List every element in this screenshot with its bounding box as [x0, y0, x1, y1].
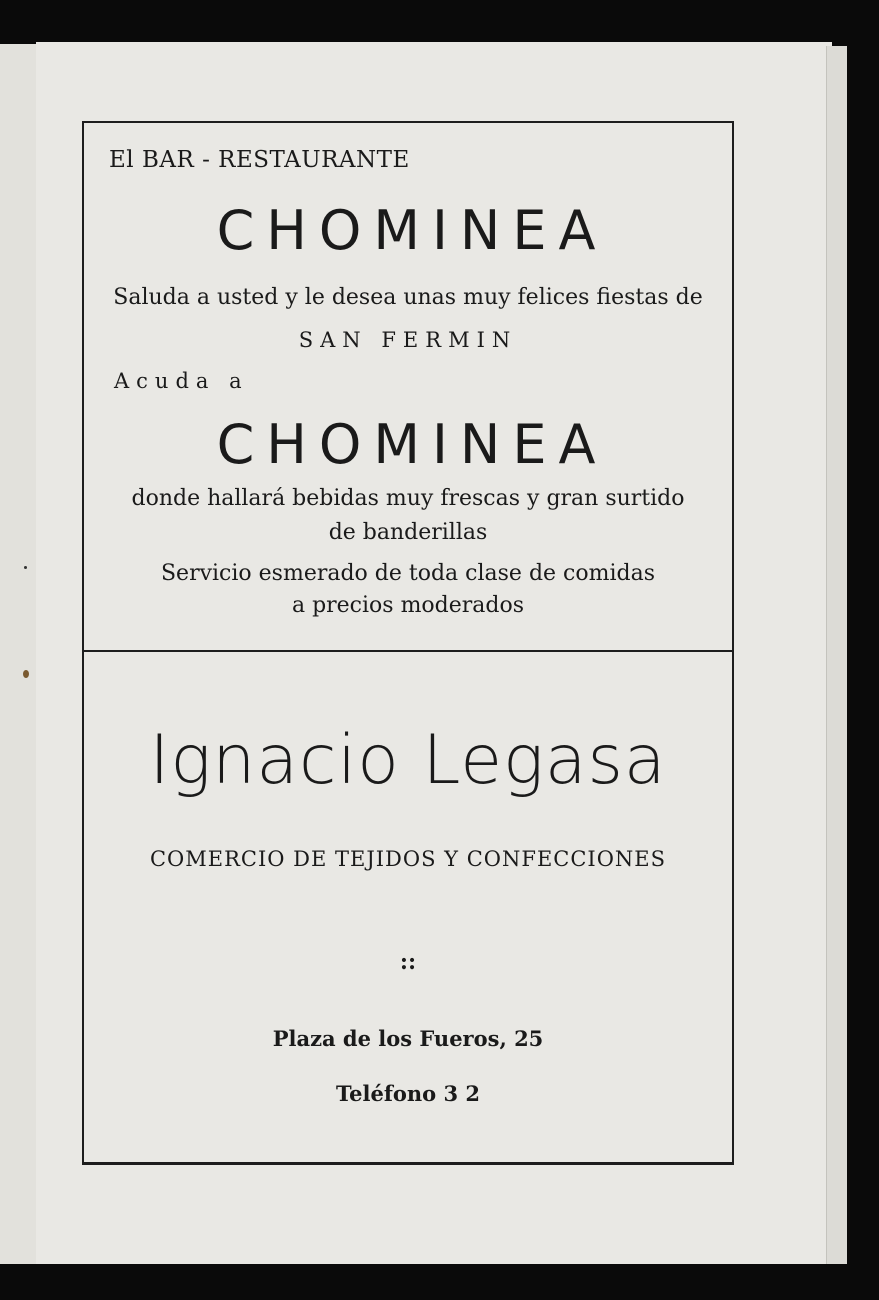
service-line-1: Servicio esmerado de toda clase de comidas [160, 561, 655, 586]
section-divider [84, 650, 732, 652]
shop-name: Ignacio Legasa [149, 721, 667, 800]
festival-name: SAN FERMIN [298, 328, 518, 352]
intro-text: El BAR - RESTAURANTE [109, 147, 410, 173]
separator-mark: :: [399, 949, 417, 975]
paper-speck [23, 670, 29, 678]
shop-address: Plaza de los Fueros, 25 [272, 1026, 544, 1051]
shop-phone: Teléfono 3 2 [335, 1081, 481, 1106]
page-right-edge [826, 46, 847, 1264]
previous-page-edge [0, 44, 37, 1264]
paper-speck [24, 566, 27, 569]
offer-line-1: donde hallará bebidas muy frescas y gran surtido [131, 486, 685, 511]
call-to-action: Acuda a [114, 369, 249, 393]
service-line-2: a precios moderados [291, 593, 525, 618]
restaurant-name: CHOMINEA [216, 199, 608, 262]
offer-line-2: de banderillas [328, 520, 488, 545]
advertisement-box [82, 121, 734, 1165]
greeting-text: Saluda a usted y le desea unas muy felices fiestas de [113, 285, 703, 310]
shop-business: COMERCIO DE TEJIDOS Y CONFECCIONES [149, 847, 667, 871]
restaurant-name-repeat: CHOMINEA [216, 413, 608, 476]
